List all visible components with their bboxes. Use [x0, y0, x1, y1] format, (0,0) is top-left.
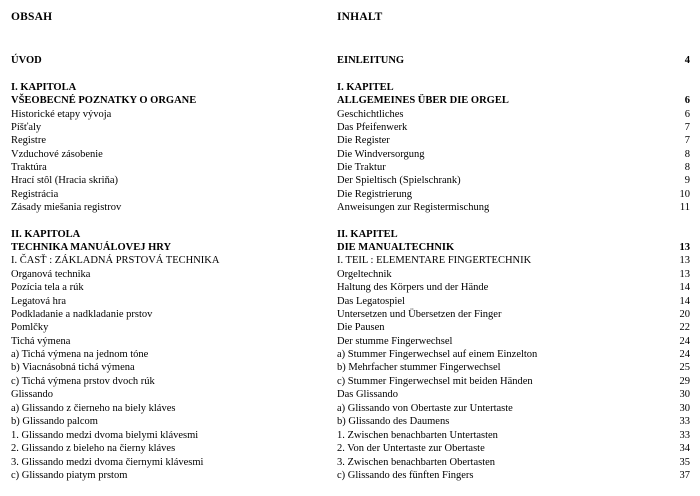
toc-entry-de: Das Pfeifenwerk	[337, 122, 408, 133]
toc-entry-de: b) Mehrfacher stummer Fingerwechsel	[337, 362, 501, 373]
toc-page-number: 34	[679, 443, 690, 454]
toc-page-number: 30	[679, 389, 690, 400]
toc-entry-sk: Legatová hra	[11, 296, 67, 307]
toc-entry-de: c) Stummer Fingerwechsel mit beiden Händen	[337, 376, 533, 387]
toc-entry-de: ALLGEMEINES ÜBER DIE ORGEL	[337, 95, 509, 106]
toc-entry-sk: Podkladanie a nadkladanie prstov	[11, 309, 153, 320]
toc-page-number: 13	[679, 255, 690, 266]
toc-entry-de: Die Pausen	[337, 322, 385, 333]
toc-page-number: 29	[679, 376, 690, 387]
toc-entry-sk: VŠEOBECNÉ POZNATKY O ORGANE	[11, 95, 197, 106]
toc-entry-de: Geschichtliches	[337, 109, 404, 120]
toc-page-number: 37	[679, 470, 690, 481]
toc-page-number: 4	[684, 55, 690, 66]
toc-page-number: 13	[679, 242, 690, 253]
toc-entry-de: Untersetzen und Übersetzen der Finger	[337, 309, 502, 320]
toc-entry-sk: 2. Glissando z bieleho na čierny kláves	[11, 443, 176, 454]
toc-entry-sk: Pozícia tela a rúk	[11, 282, 84, 293]
toc-entry-de: b) Glissando des Daumens	[337, 416, 450, 427]
toc-page-number: 6	[684, 95, 690, 106]
toc-entry-de: Die Windversorgung	[337, 149, 425, 160]
toc-entry-de: Die Traktur	[337, 162, 386, 173]
toc-entry-sk: Historické etapy vývoja	[11, 109, 112, 120]
toc-entry-sk: Glissando	[11, 389, 53, 400]
toc-page-number: 6	[684, 109, 690, 120]
toc-page-number: 24	[679, 336, 690, 347]
toc-entry-de: Die Registrierung	[337, 189, 412, 200]
toc-entry-de: Der stumme Fingerwechsel	[337, 336, 453, 347]
toc-entry-de: Anweisungen zur Registermischung	[337, 202, 490, 213]
toc-entry-sk: c) Glissando piatym prstom	[11, 470, 128, 481]
toc-page-number: 33	[679, 430, 690, 441]
toc-entry-de: 3. Zwischen benachbarten Obertasten	[337, 457, 496, 468]
toc-page-number: 8	[684, 162, 690, 173]
toc-entry-sk: Pomlčky	[11, 322, 49, 333]
toc-entry-sk: Vzduchové zásobenie	[11, 149, 103, 160]
toc-entry-sk: Zásady miešania registrov	[11, 202, 122, 213]
toc-entry-de: Die Register	[337, 135, 390, 146]
header-obsah: OBSAH	[11, 11, 53, 23]
toc-entry-sk: b) Glissando palcom	[11, 416, 98, 427]
toc-entry-sk: 1. Glissando medzi dvoma bielymi klávesmi	[11, 430, 199, 441]
toc-page-number: 10	[679, 189, 690, 200]
toc-entry-sk: Hrací stôl (Hracia skriňa)	[11, 175, 118, 186]
toc-entry-de: Das Glissando	[337, 389, 398, 400]
toc-entry-de: I. KAPITEL	[337, 82, 394, 93]
toc-page-number: 22	[679, 322, 690, 333]
toc-entry-sk: a) Glissando z čierneho na biely kláves	[11, 403, 176, 414]
toc-entry-de: Haltung des Körpers und der Hände	[337, 282, 489, 293]
toc-entry-sk: II. KAPITOLA	[11, 229, 81, 240]
toc-entry-de: Das Legatospiel	[337, 296, 405, 307]
toc-page-number: 9	[684, 175, 690, 186]
toc-entry-de: Orgeltechnik	[337, 269, 392, 280]
toc-entry-sk: Traktúra	[11, 162, 47, 173]
toc-page-number: 7	[684, 122, 690, 133]
toc-entry-de: II. KAPITEL	[337, 229, 398, 240]
toc-entry-sk: Tichá výmena	[11, 336, 71, 347]
toc-entry-de: c) Glissando des fünften Fingers	[337, 470, 474, 481]
toc-page-number: 33	[679, 416, 690, 427]
toc-entry-sk: c) Tichá výmena prstov dvoch rúk	[11, 376, 155, 387]
toc-page-number: 14	[679, 296, 690, 307]
toc-page-number: 24	[679, 349, 690, 360]
toc-page-number: 30	[679, 403, 690, 414]
toc-page-number: 11	[679, 202, 690, 213]
toc-page-number: 13	[679, 269, 690, 280]
toc-entry-sk: Píšťaly	[11, 122, 42, 133]
toc-entry-de: I. TEIL : ELEMENTARE FINGERTECHNIK	[337, 255, 532, 266]
toc-page-number: 25	[679, 362, 690, 373]
toc-entry-de: a) Glissando von Obertaste zur Untertaste	[337, 403, 513, 414]
toc-entry-sk: Registrácia	[11, 189, 59, 200]
toc-entry-de: DIE MANUALTECHNIK	[337, 242, 455, 253]
toc-entry-sk: 3. Glissando medzi dvoma čiernymi klávesmi	[11, 457, 204, 468]
toc-entry-sk: I. ČASŤ : ZÁKLADNÁ PRSTOVÁ TECHNIKA	[11, 255, 220, 266]
toc-page-number: 14	[679, 282, 690, 293]
header-inhalt: INHALT	[337, 11, 383, 23]
toc-page-number: 7	[684, 135, 690, 146]
toc-entry-sk: ÚVOD	[11, 55, 42, 66]
toc-entry-sk: Registre	[11, 135, 46, 146]
toc-entry-sk: a) Tichá výmena na jednom tóne	[11, 349, 149, 360]
toc-entry-de: 1. Zwischen benachbarten Untertasten	[337, 430, 498, 441]
toc-entry-sk: b) Viacnásobná tichá výmena	[11, 362, 135, 373]
toc-entry-sk: I. KAPITOLA	[11, 82, 77, 93]
toc-entry-de: EINLEITUNG	[337, 55, 405, 66]
toc-entry-sk: TECHNIKA MANUÁLOVEJ HRY	[11, 242, 172, 253]
toc-page-number: 8	[684, 149, 690, 160]
toc-page-number: 35	[679, 457, 690, 468]
toc-entry-de: 2. Von der Untertaste zur Obertaste	[337, 443, 485, 454]
toc-entry-de: Der Spieltisch (Spielschrank)	[337, 175, 461, 186]
toc-entry-sk: Organová technika	[11, 269, 91, 280]
toc-entry-de: a) Stummer Fingerwechsel auf einem Einzelton	[337, 349, 538, 360]
toc-page-number: 20	[679, 309, 690, 320]
